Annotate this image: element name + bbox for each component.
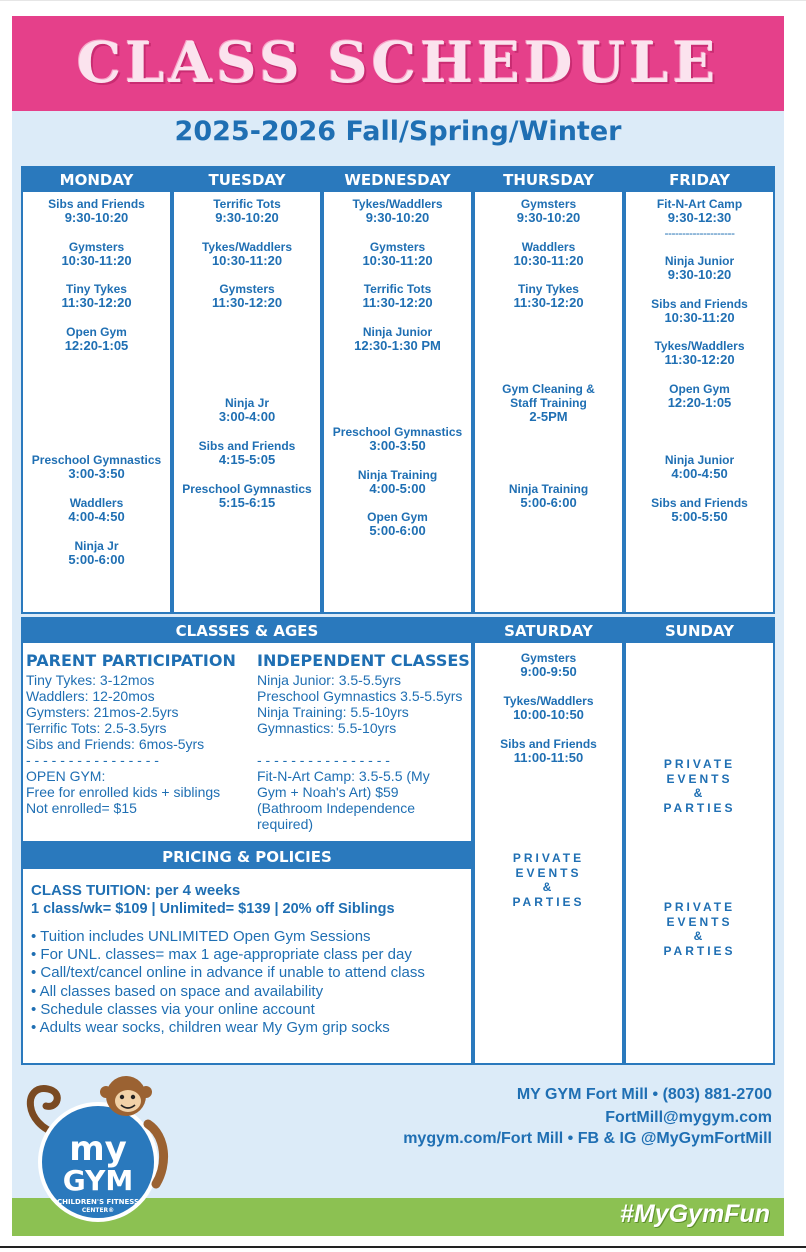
monkey-eye-icon	[131, 1095, 135, 1099]
age-line: Ninja Training: 5.5-10yrs	[257, 704, 409, 720]
tuition-title: CLASS TUITION: per 4 weeks	[31, 882, 241, 899]
age-line: Ninja Junior: 3.5-5.5yrs	[257, 672, 401, 688]
friday-divider: --------------------	[664, 226, 735, 240]
class-entry: Terrific Tots 9:30-10:20	[213, 197, 281, 225]
age-line: Preschool Gymnastics 3.5-5.5yrs	[257, 688, 463, 704]
hashtag: #MyGymFun	[619, 1200, 770, 1228]
pricing-policies-header: PRICING & POLICIES	[23, 845, 471, 869]
class-entry: Fit-N-Art Camp 9:30-12:30	[656, 197, 743, 225]
open-gym-line: Free for enrolled kids + siblings	[26, 784, 221, 800]
title-banner	[12, 16, 784, 111]
class-entry: Tiny Tykes 11:30-12:20	[513, 282, 584, 310]
logo-text-gym: GYM	[62, 1164, 134, 1197]
day-column-tuesday	[172, 166, 322, 614]
contact-phone-line: MY GYM Fort Mill • (803) 881-2700	[516, 1086, 772, 1103]
page-bottom-line	[0, 1246, 806, 1248]
policy-list	[31, 928, 425, 1037]
class-entry: Open Gym 12:20-1:05	[64, 325, 129, 353]
logo-text-my: my	[69, 1129, 127, 1169]
day-header-monday: MONDAY	[23, 168, 170, 192]
policy-item: • Tuition includes UNLIMITED Open Gym Sessions	[31, 928, 371, 945]
independent-classes-title: INDEPENDENT CLASSES	[257, 651, 470, 670]
class-entry: Tiny Tykes 11:30-12:20	[61, 282, 132, 310]
parent-participation-list	[26, 672, 220, 816]
section-divider: - - - - - - - - - - - - - - - -	[26, 752, 159, 768]
classes-ages-header: CLASSES & AGES	[23, 619, 471, 643]
policy-item: • Call/text/cancel online in advance if unable to attend class	[31, 964, 425, 982]
policy-item: • Schedule classes via your online account	[31, 1000, 315, 1018]
class-entry: Open Gym 5:00-6:00	[367, 510, 428, 538]
class-entry: Gym Cleaning & Staff Training 2-5PM	[502, 382, 595, 424]
class-entry: Tykes/Waddlers 11:30-12:20	[654, 339, 745, 367]
policy-item: • All classes based on space and availability	[31, 982, 324, 1000]
class-entry: Tykes/Waddlers 10:00-10:50	[503, 694, 594, 722]
monkey-ear-icon	[100, 1086, 112, 1098]
class-entry: Waddlers 10:30-11:20	[513, 240, 584, 268]
age-line: Gymsters: 21mos-2.5yrs	[26, 704, 179, 720]
class-entry: Sibs and Friends 9:30-10:20	[48, 197, 145, 225]
class-entry: Tykes/Waddlers 9:30-10:20	[352, 197, 443, 225]
class-entry: Ninja Training 5:00-6:00	[508, 482, 589, 510]
class-entry: Ninja Training 4:00-5:00	[357, 468, 438, 496]
age-line: Terrific Tots: 2.5-3.5yrs	[26, 720, 167, 736]
class-entry: Preschool Gymnastics 5:15-6:15	[182, 482, 312, 510]
page-top-line	[0, 0, 806, 1]
day-column-wednesday	[322, 166, 473, 614]
class-entry: Gymsters 9:30-10:20	[516, 197, 581, 225]
camp-line: required)	[257, 816, 314, 832]
day-header-sunday: SUNDAY	[626, 619, 773, 643]
open-gym-line: OPEN GYM:	[26, 768, 106, 784]
class-entry: Ninja Junior 4:00-4:50	[664, 453, 735, 481]
schedule-subtitle: 2025-2026 Fall/Spring/Winter	[174, 116, 622, 147]
open-gym-line: Not enrolled= $15	[26, 800, 137, 816]
logo-text-tagline: CHILDREN'S FITNESS	[56, 1198, 140, 1206]
class-entry: Sibs and Friends 5:00-5:50	[651, 496, 748, 524]
day-header-tuesday: TUESDAY	[174, 168, 320, 192]
class-entry: Ninja Jr 3:00-4:00	[218, 396, 276, 424]
day-column-friday	[624, 166, 775, 614]
class-entry: Tykes/Waddlers 10:30-11:20	[201, 240, 293, 268]
schedule-sheet	[12, 16, 784, 1236]
age-line: Gymnastics: 5.5-10yrs	[257, 720, 397, 736]
day-column-monday	[21, 166, 172, 614]
class-entry: Gymsters 10:30-11:20	[362, 240, 433, 268]
day-column-saturday	[473, 617, 624, 1065]
pricing-policies-box	[21, 843, 473, 1065]
class-entry: Preschool Gymnastics 3:00-3:50	[332, 425, 463, 453]
class-entry: Terrific Tots 11:30-12:20	[362, 282, 433, 310]
monkey-ear-icon	[140, 1086, 152, 1098]
class-entry: Open Gym 12:20-1:05	[667, 382, 732, 410]
class-entry: Gymsters 10:30-11:20	[61, 240, 132, 268]
my-gym-logo	[18, 1064, 178, 1224]
class-entry: Gymsters 11:30-12:20	[211, 282, 283, 310]
class-entry: Preschool Gymnastics 3:00-3:50	[31, 453, 162, 481]
day-header-thursday: THURSDAY	[475, 168, 622, 192]
private-events-note: PRIVATE EVENTS & PARTIES	[512, 851, 585, 909]
class-entry: Ninja Jr 5:00-6:00	[68, 539, 125, 567]
page-title: CLASS SCHEDULE	[76, 30, 720, 96]
logo-text-tagline2: CENTER®	[81, 1207, 115, 1214]
policy-item: • Adults wear socks, children wear My Gym grip socks	[31, 1019, 390, 1037]
age-line: Waddlers: 12-20mos	[26, 688, 155, 704]
age-line: Sibs and Friends: 6mos-5yrs	[26, 736, 205, 752]
class-entry: Gymsters 9:00-9:50	[520, 651, 577, 679]
class-entry: Waddlers 4:00-4:50	[68, 496, 125, 524]
day-column-sunday	[624, 617, 775, 1065]
policy-item: • For UNL. classes= max 1 age-appropriate class per day	[31, 946, 412, 964]
class-entry: Sibs and Friends 11:00-11:50	[500, 737, 597, 765]
contact-web-social: mygym.com/Fort Mill • FB & IG @MyGymFortMill	[403, 1130, 772, 1147]
tuition-prices: 1 class/wk= $109 | Unlimited= $139 | 20% off Siblings	[31, 901, 395, 917]
contact-email: FortMill@mygym.com	[605, 1109, 772, 1126]
day-column-thursday	[473, 166, 624, 614]
independent-classes-list	[257, 672, 462, 832]
classes-ages-box	[21, 617, 473, 843]
age-line: Tiny Tykes: 3-12mos	[26, 672, 155, 688]
camp-line: Gym + Noah's Art) $59	[257, 784, 399, 800]
monkey-eye-icon	[120, 1095, 124, 1099]
class-entry: Sibs and Friends 10:30-11:20	[651, 297, 748, 325]
camp-line: (Bathroom Independence	[257, 800, 415, 816]
spacer	[257, 736, 462, 752]
class-entry: Ninja Junior 12:30-1:30 PM	[354, 325, 441, 353]
section-divider: - - - - - - - - - - - - - - - -	[257, 752, 390, 768]
parent-participation-title: PARENT PARTICIPATION	[26, 651, 236, 670]
private-events-note: PRIVATE EVENTS & PARTIES	[663, 757, 736, 815]
day-header-friday: FRIDAY	[626, 168, 773, 192]
class-entry: Ninja Junior 9:30-10:20	[664, 254, 735, 282]
day-header-saturday: SATURDAY	[475, 619, 622, 643]
camp-line: Fit-N-Art Camp: 3.5-5.5 (My	[257, 768, 430, 784]
class-entry: Sibs and Friends 4:15-5:05	[198, 439, 296, 467]
private-events-note: PRIVATE EVENTS & PARTIES	[663, 900, 736, 958]
day-header-wednesday: WEDNESDAY	[324, 168, 471, 192]
